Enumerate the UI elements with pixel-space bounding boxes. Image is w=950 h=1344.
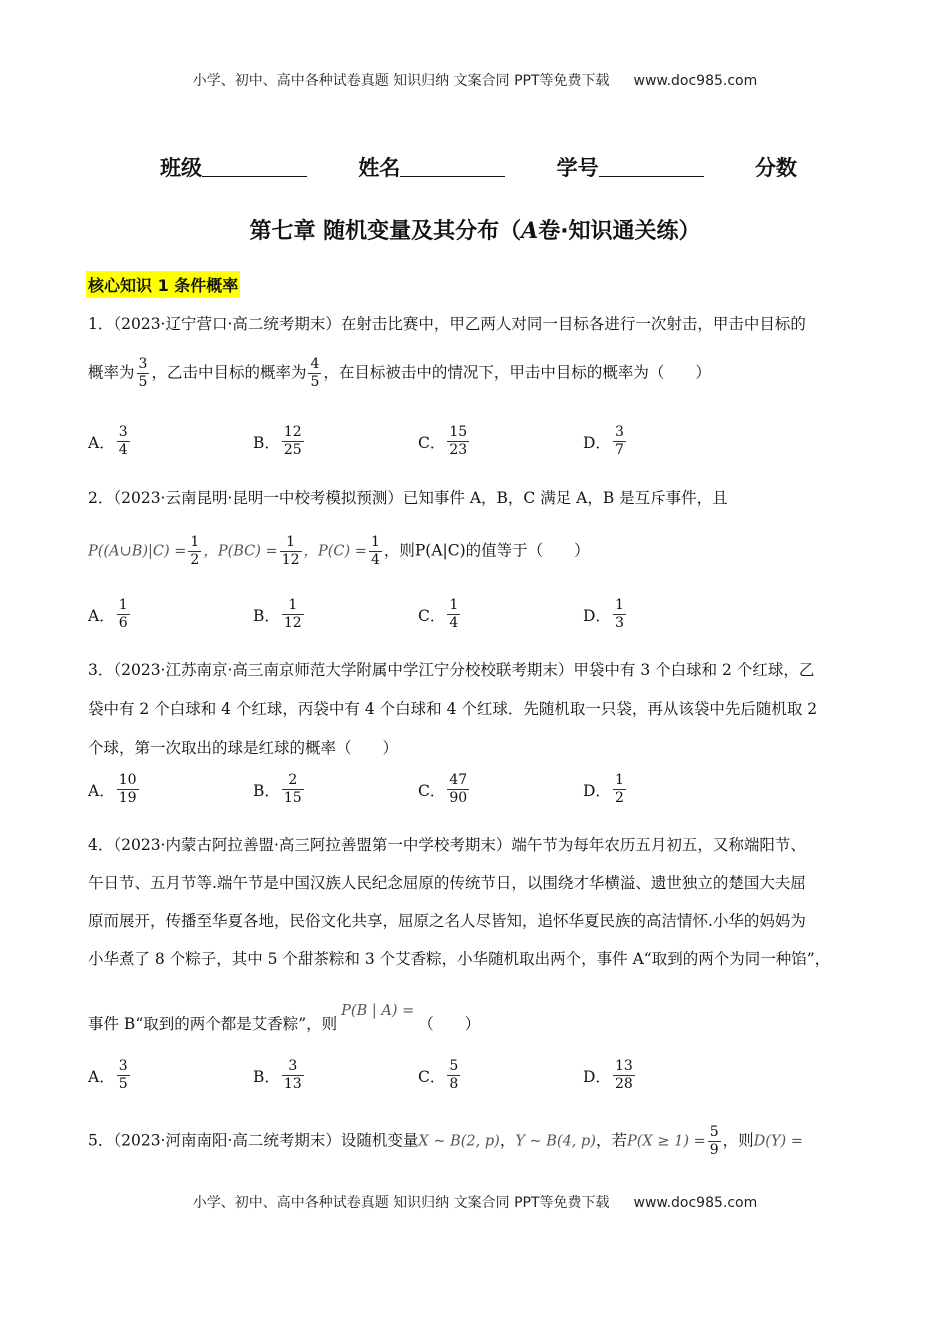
q2-option-d[interactable]: D． $\frac{1}{3}$ <box>583 597 624 631</box>
q1-option-c[interactable]: C． $\frac{15}{23}$ <box>418 424 468 458</box>
q3-line2: 袋中有 2 个白球和 4 个红球，丙袋中有 4 个白球和 4 个红球．先随机取一只袋，再从该袋中先后随机取 2 <box>88 700 818 718</box>
q4-option-b[interactable]: B． $\frac{3}{13}$ <box>253 1058 302 1092</box>
q2-tail: ，则P(A|C)的值等于（ ） <box>383 541 590 560</box>
q1-text-c: ，在目标被击中的情况下，甲击中目标的概率为（ ） <box>323 363 711 382</box>
name-blank[interactable] <box>400 156 505 177</box>
q4-line5-bracket: （ ） <box>418 1015 481 1033</box>
page-header <box>0 70 950 90</box>
q3-line1: 3．（2023·江苏南京·高三南京师范大学附属中学江宁分校校联考期末）甲袋中有 3 个白球和 2 个红球，乙 <box>88 661 815 679</box>
q1-frac2: $\frac{4}{5}$ <box>310 356 320 390</box>
q1-line2 <box>88 356 711 391</box>
q4-line4: 小华煮了 8 个粽子，其中 5 个甜茶粽和 3 个艾香粽，小华随机取出两个，事件 A“取到的两个为同一种馅”， <box>88 950 831 968</box>
title-italic: A <box>521 218 539 244</box>
q4-line5-text: 事件 B“取到的两个都是艾香粽”，则 <box>88 1015 338 1033</box>
q1-option-d[interactable]: D． $\frac{3}{7}$ <box>583 424 624 458</box>
q3-line3: 个球，第一次取出的球是红球的概率（ ） <box>88 739 399 757</box>
q2-line2: P((A∪B)|C) = $\frac{1}{2}$ ，P(BC) = $\frac{1}{12}$ ，P(C) = $\frac{1}{4}$ ，则P(A|C)的值等于（ ） <box>88 534 590 568</box>
header-url[interactable]: www.doc985.com <box>633 73 758 89</box>
q5-math2: Y ~ B(4, p) <box>515 1133 596 1150</box>
q2-option-a[interactable]: A． $\frac{1}{6}$ <box>88 597 128 631</box>
q4-option-c[interactable]: C． $\frac{5}{8}$ <box>418 1058 459 1092</box>
q2-option-c[interactable]: C． $\frac{1}{4}$ <box>418 597 459 631</box>
title-suffix: 卷·知识通关练） <box>538 219 701 244</box>
q5-line1: 5．（2023·河南南阳·高二统考期末）设随机变量X ~ B(2, p)，Y ~ B(4, p)，若P(X ≥ 1) = $\frac{5}{9}$ ，则D(Y) = <box>88 1124 803 1158</box>
title-prefix: 第七章 随机变量及其分布（ <box>249 219 522 244</box>
q5-math4: D(Y) = <box>753 1133 803 1150</box>
q2-line1: 2．（2023·云南昆明·昆明一中校考模拟预测）已知事件 A，B，C 满足 A，B 是互斥事件，且 <box>88 489 728 507</box>
q4-option-a[interactable]: A． $\frac{3}{5}$ <box>88 1058 128 1092</box>
q1-option-b[interactable]: B． $\frac{12}{25}$ <box>253 424 302 458</box>
class-blank[interactable] <box>202 156 307 177</box>
q1-option-a[interactable]: A． $\frac{3}{4}$ <box>88 424 128 458</box>
page-title <box>0 214 950 245</box>
header-text: 小学、初中、高中各种试卷真题 知识归纳 文案合同 PPT等免费下载 <box>192 73 610 89</box>
q5-text-d: ，则 <box>722 1131 754 1150</box>
footer-url[interactable]: www.doc985.com <box>633 1195 758 1211</box>
q4-option-d[interactable]: D． $\frac{13}{28}$ <box>583 1058 633 1092</box>
q3-option-a[interactable]: A． $\frac{10}{19}$ <box>88 772 137 806</box>
q2-option-b[interactable]: B． $\frac{1}{12}$ <box>253 597 302 631</box>
q5-math1: X ~ B(2, p) <box>418 1133 500 1150</box>
q5-text-a: 5．（2023·河南南阳·高二统考期末）设随机变量 <box>88 1131 419 1150</box>
q1-text-b: ，乙击中目标的概率为 <box>151 363 307 382</box>
id-blank[interactable] <box>599 156 704 177</box>
footer-text: 小学、初中、高中各种试卷真题 知识归纳 文案合同 PPT等免费下载 <box>192 1195 610 1211</box>
q3-option-d[interactable]: D． $\frac{1}{2}$ <box>583 772 624 806</box>
q4-line5-math: P(B | A) = <box>341 1003 415 1019</box>
q2-math3: ，P(C) = <box>303 543 367 560</box>
q3-option-b[interactable]: B． $\frac{2}{15}$ <box>253 772 302 806</box>
id-label: 学号 <box>556 156 599 180</box>
q4-line5 <box>88 1003 481 1034</box>
q5-text-c: ，若 <box>595 1131 627 1150</box>
q1-line1: 1．（2023·辽宁营口·高二统考期末）在射击比赛中，甲乙两人对同一目标各进行一次射击，甲击中目标的 <box>88 315 806 333</box>
q4-line3: 原而展开，传播至华夏各地，民俗文化共享，屈原之名人尽皆知，追怀华夏民族的高洁情怀.小华的妈妈为 <box>88 912 806 930</box>
page-footer <box>0 1192 950 1212</box>
q1-text-a: 概率为 <box>88 363 135 382</box>
class-label: 班级 <box>160 156 202 180</box>
q3-option-c[interactable]: C． $\frac{47}{90}$ <box>418 772 468 806</box>
q2-math1: P((A∪B)|C) = <box>88 543 187 560</box>
q1-frac1: $\frac{3}{5}$ <box>138 356 148 390</box>
q2-math2: ，P(BC) = <box>203 543 278 560</box>
q5-math3: P(X ≥ 1) = <box>626 1133 706 1150</box>
q4-line2: 午日节、五月节等.端午节是中国汉族人民纪念屈原的传统节日，以围绕才华横溢、遗世独立的楚国大夫屈 <box>88 874 806 892</box>
name-label: 姓名 <box>358 156 401 180</box>
q5-text-b: ， <box>499 1131 516 1150</box>
section-heading: 核心知识 1 条件概率 <box>86 271 240 298</box>
score-label: 分数 <box>754 156 797 180</box>
q4-line1: 4．（2023·内蒙古阿拉善盟·高三阿拉善盟第一中学校考期末）端午节为每年农历五月初五，又称端阳节、 <box>88 836 806 854</box>
student-info-line <box>160 152 860 182</box>
